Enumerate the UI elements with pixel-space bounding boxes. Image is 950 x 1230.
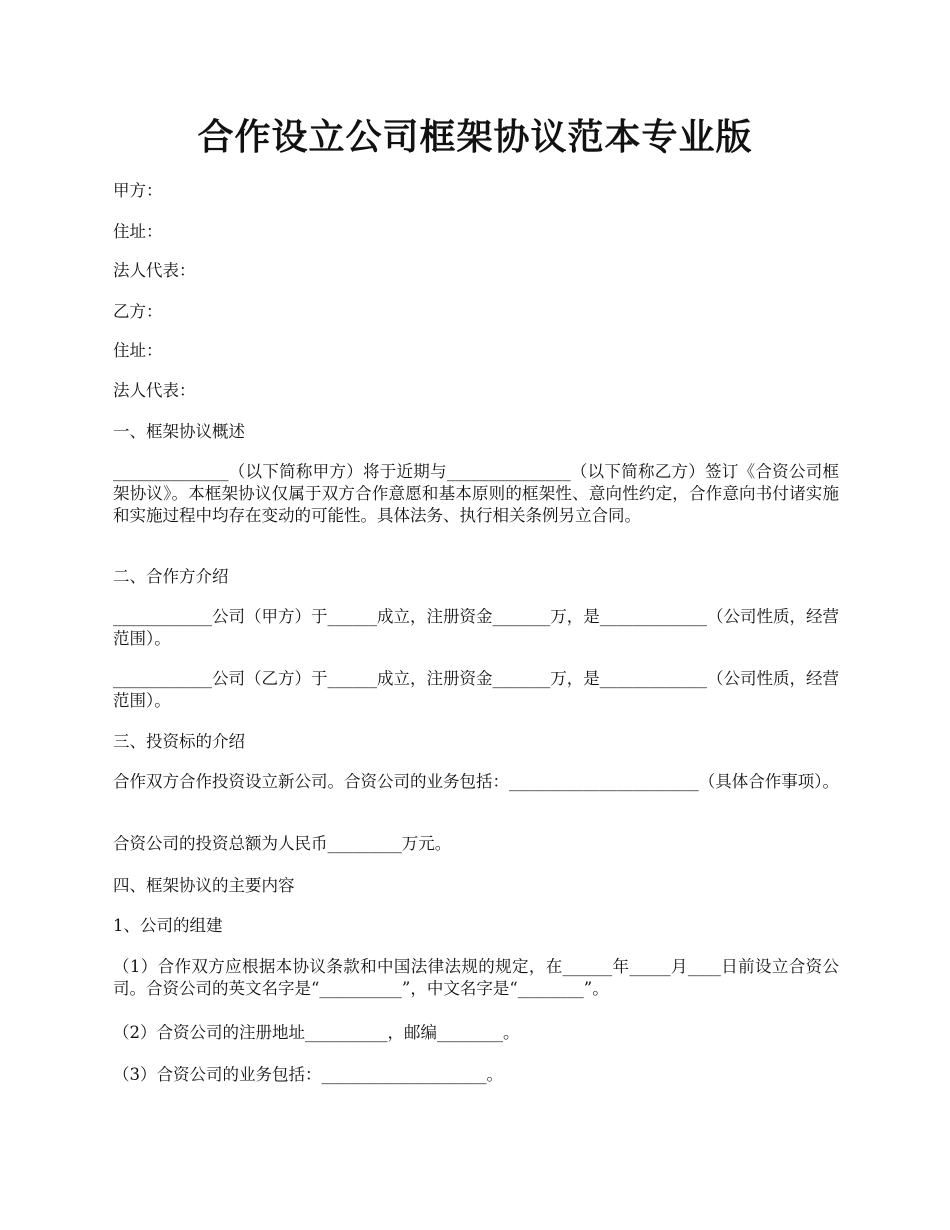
section-2-heading: 二、合作方介绍: [113, 567, 229, 586]
section-2-party-a-intro: ____________公司（甲方）于______成立，注册资金_______万，是_____________（公司性质，经营范围）。: [113, 607, 839, 648]
section-4-item-1: （1）合作双方应根据本协议条款和中国法律法规的规定，在______年_____月____日前设立合资公司。合资公司的英文名字是“__________”，中文名字是“________”。: [113, 957, 839, 998]
party-a-address-label: 住址：: [113, 222, 163, 241]
document-title: 合作设立公司框架协议范本专业版: [197, 116, 753, 158]
section-1-paragraph: ______________（以下简称甲方）将于近期与_______________（以下简称乙方）签订《合资公司框架协议》。本框架协议仅属于双方合作意愿和基本原则的框架性、意向性约定，合作意向书付诸实施和实施过程中均存在变动的可能性。具体法务、执行相关条例另立合同。: [113, 462, 839, 525]
section-4-item-3: （3）合资公司的业务包括：____________________。: [113, 1065, 503, 1084]
party-a-name-label: 甲方：: [113, 181, 163, 200]
section-4-heading: 四、框架协议的主要内容: [113, 876, 295, 895]
party-b-name-label: 乙方：: [113, 302, 163, 321]
section-2-party-b-intro: ____________公司（乙方）于______成立，注册资金_______万，是_____________（公司性质，经营范围）。: [113, 669, 839, 710]
section-4-item-2: （2）合资公司的注册地址__________，邮编________。: [113, 1023, 520, 1042]
section-3-total-investment: 合资公司的投资总额为人民币_________万元。: [113, 834, 452, 853]
section-3-heading: 三、投资标的介绍: [113, 732, 245, 751]
section-1-heading: 一、框架协议概述: [113, 422, 245, 441]
section-3-business-scope: 合作双方合作投资设立新公司。合资公司的业务包括：_______________________（具体合作事项）。: [113, 772, 839, 791]
party-b-legal-rep-label: 法人代表：: [113, 381, 196, 400]
section-4-subheading-company-formation: 1、公司的组建: [113, 916, 223, 935]
party-a-legal-rep-label: 法人代表：: [113, 261, 196, 280]
party-b-address-label: 住址：: [113, 341, 163, 360]
